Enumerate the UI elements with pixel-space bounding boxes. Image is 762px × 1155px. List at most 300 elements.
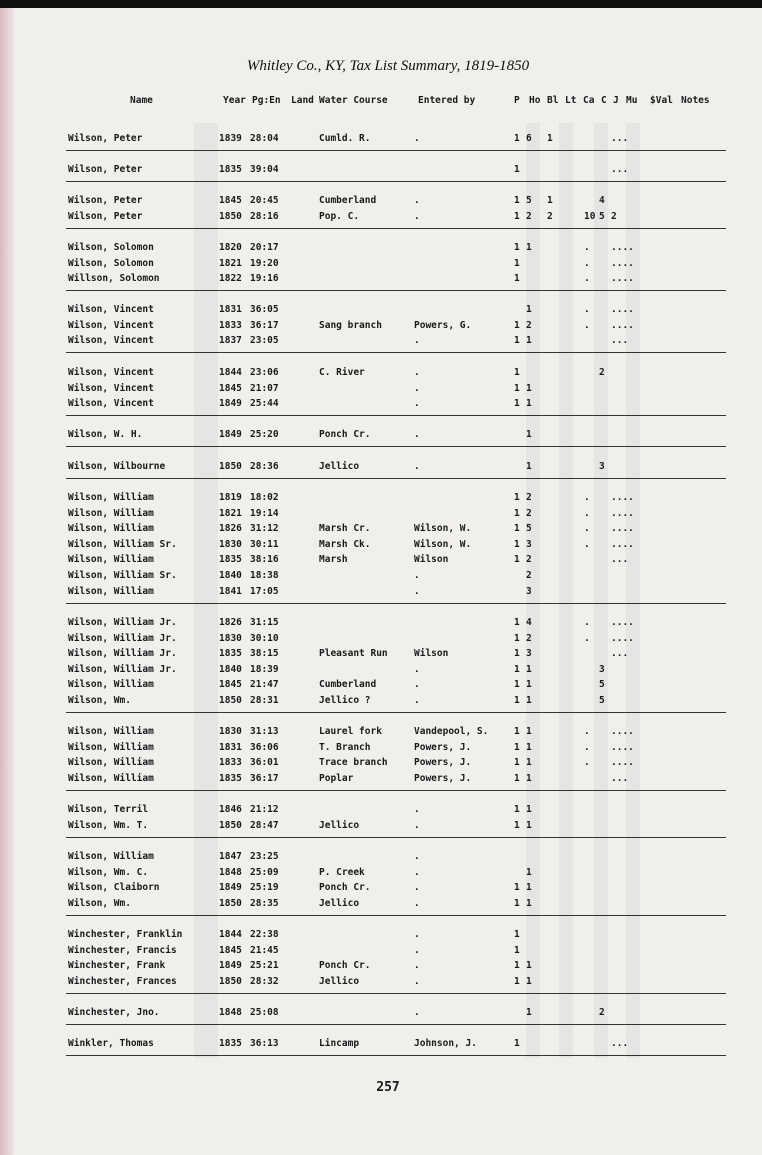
cell-water: Pop. C. [319,210,360,222]
cell-p: 1 [514,757,520,769]
cell-pgen: 36:06 [250,741,279,753]
cell-p: 1 [514,335,520,347]
cell-water: Ponch Cr. [319,882,371,894]
header-ho: Ho [529,95,541,106]
cell-entered: . [414,367,420,378]
cell-name: Winchester, Francis [68,944,177,956]
cell-bl: 1 [547,195,553,206]
cell-name: Wilson, William [68,554,154,566]
cell-pgen: 28:36 [250,461,279,472]
cell-entered: . [414,398,420,410]
cell-j: .... [611,538,634,550]
cell-ca: . [584,492,590,503]
cell-year: 1826 [219,617,242,628]
cell-entered: . [414,960,420,972]
cell-year: 1821 [219,257,242,269]
cell-name: Wilson, William [68,851,154,862]
cell-p: 1 [514,632,520,644]
cell-water: Jellico ? [319,695,371,706]
group-separator [66,181,726,182]
cell-name: Wilson, Vincent [68,319,154,331]
cell-name: Wilson, Vincent [68,335,154,347]
cell-entered: Wilson, W. [414,538,472,550]
cell-year: 1819 [219,492,242,503]
cell-entered: . [414,804,420,815]
cell-name: Wilson, William Sr. [68,570,177,581]
cell-water: Jellico [319,461,360,472]
cell-year: 1835 [219,1038,242,1049]
cell-year: 1833 [219,757,242,769]
cell-water: P. Creek [319,866,365,878]
cell-j: .... [611,257,634,269]
cell-name: Wilson, William Jr. [68,617,177,628]
cell-year: 1821 [219,507,242,519]
cell-water: Pleasant Run [319,648,388,660]
group-separator [66,993,726,994]
cell-name: Willson, Solomon [68,273,160,285]
cell-pgen: 25:09 [250,866,279,878]
cell-pgen: 25:44 [250,398,279,410]
cell-p: 1 [514,195,520,206]
cell-p: 1 [514,538,520,550]
header-value: $Val [650,95,673,106]
cell-year: 1849 [219,398,242,410]
cell-name: Wilson, William Jr. [68,663,177,675]
cell-name: Wilson, William Jr. [68,632,177,644]
cell-j: ... [611,335,629,347]
cell-j: ... [611,772,629,784]
cell-year: 1846 [219,804,242,815]
cell-j: ... [611,648,629,660]
cell-entered: Johnson, J. [414,1038,477,1049]
cell-j: .... [611,492,634,503]
cell-p: 1 [514,210,520,222]
group-separator [66,837,726,838]
cell-ho: 2 [526,319,532,331]
cell-bl: 2 [547,210,553,222]
cell-name: Wilson, Vincent [68,382,154,394]
cell-ho: 1 [526,897,532,909]
cell-pgen: 25:08 [250,1007,279,1018]
cell-name: Wilson, Peter [68,164,143,175]
header-p: P [514,95,520,106]
cell-j: .... [611,726,634,737]
cell-p: 1 [514,663,520,675]
group-separator [66,352,726,353]
cell-p: 1 [514,382,520,394]
cell-name: Wilson, William [68,741,154,753]
cell-ca: . [584,538,590,550]
top-edge-strip [0,0,762,8]
group-separator [66,915,726,916]
cell-entered: Powers, J. [414,741,472,753]
cell-entered: . [414,585,420,597]
cell-pgen: 28:16 [250,210,279,222]
cell-p: 1 [514,819,520,831]
cell-bl: 1 [547,133,553,144]
cell-entered: . [414,695,420,706]
cell-pgen: 21:12 [250,804,279,815]
cell-entered: Vandepool, S. [414,726,489,737]
cell-j: .... [611,319,634,331]
cell-ca: . [584,632,590,644]
cell-pgen: 28:04 [250,133,279,144]
cell-j: ... [611,1038,629,1049]
cell-ho: 1 [526,382,532,394]
cell-entered: Wilson [414,554,449,566]
cell-ho: 6 [526,133,532,144]
cell-ho: 1 [526,804,532,815]
cell-entered: . [414,663,420,675]
cell-name: Wilson, Claiborn [68,882,160,894]
cell-entered: Wilson [414,648,449,660]
cell-year: 1850 [219,897,242,909]
cell-water: Marsh Cr. [319,523,371,535]
cell-pgen: 28:47 [250,819,279,831]
cell-ho: 1 [526,335,532,347]
cell-ho: 1 [526,304,532,315]
cell-name: Wilson, Vincent [68,367,154,378]
cell-pgen: 25:20 [250,429,279,440]
cell-pgen: 30:10 [250,632,279,644]
cell-ho: 1 [526,242,532,253]
cell-year: 1848 [219,1007,242,1018]
cell-year: 1841 [219,585,242,597]
cell-name: Wilson, William [68,679,154,691]
cell-pgen: 28:35 [250,897,279,909]
cell-name: Winchester, Jno. [68,1007,160,1018]
cell-entered: . [414,570,420,581]
cell-water: Cumberland [319,195,377,206]
cell-year: 1850 [219,461,242,472]
cell-ho: 2 [526,632,532,644]
cell-pgen: 28:31 [250,695,279,706]
cell-p: 1 [514,944,520,956]
cell-ca: . [584,273,590,285]
cell-pgen: 36:17 [250,772,279,784]
cell-year: 1820 [219,242,242,253]
cell-p: 1 [514,273,520,285]
cell-c: 4 [599,195,605,206]
cell-c: 5 [599,210,605,222]
cell-pgen: 36:05 [250,304,279,315]
cell-ho: 1 [526,960,532,972]
cell-water: Ponch Cr. [319,429,371,440]
header-entered-by: Entered by [418,95,476,106]
cell-pgen: 20:45 [250,195,279,206]
cell-p: 1 [514,726,520,737]
cell-name: Wilson, William [68,507,154,519]
cell-c: 2 [599,367,605,378]
cell-entered: . [414,944,420,956]
cell-p: 1 [514,257,520,269]
cell-water: Poplar [319,772,354,784]
cell-name: Wilson, William [68,523,154,535]
header-water-course: Water Course [319,95,388,106]
group-separator [66,228,726,229]
cell-ho: 1 [526,695,532,706]
cell-name: Wilson, Solomon [68,257,154,269]
cell-p: 1 [514,882,520,894]
cell-year: 1845 [219,944,242,956]
cell-year: 1847 [219,851,242,862]
cell-pgen: 38:15 [250,648,279,660]
cell-p: 1 [514,648,520,660]
cell-ho: 2 [526,507,532,519]
group-separator [66,1055,726,1056]
cell-year: 1849 [219,429,242,440]
cell-entered: Wilson, W. [414,523,472,535]
cell-name: Winchester, Frances [68,975,177,987]
cell-p: 1 [514,695,520,706]
cell-water: T. Branch [319,741,371,753]
cell-year: 1849 [219,882,242,894]
header-lt: Lt [565,95,577,106]
cell-year: 1833 [219,319,242,331]
cell-ho: 2 [526,492,532,503]
cell-year: 1850 [219,695,242,706]
cell-pgen: 18:38 [250,570,279,581]
cell-j: .... [611,632,634,644]
cell-pgen: 38:16 [250,554,279,566]
cell-name: Wilson, Vincent [68,398,154,410]
cell-name: Wilson, Terril [68,804,149,815]
cell-ho: 1 [526,975,532,987]
header-land: Land [291,95,314,106]
cell-ho: 5 [526,523,532,535]
cell-entered: . [414,851,420,862]
cell-pgen: 19:16 [250,273,279,285]
cell-entered: . [414,1007,420,1018]
cell-pgen: 19:20 [250,257,279,269]
cell-ho: 2 [526,210,532,222]
cell-pgen: 18:39 [250,663,279,675]
cell-ho: 1 [526,679,532,691]
cell-ho: 2 [526,554,532,566]
cell-j: .... [611,741,634,753]
cell-pgen: 23:05 [250,335,279,347]
cell-p: 1 [514,679,520,691]
cell-name: Wilson, Peter [68,133,143,144]
cell-ca: 10 [584,210,596,222]
header-name: Name [130,95,153,106]
cell-entered: Powers, J. [414,772,472,784]
cell-p: 1 [514,133,520,144]
cell-ho: 1 [526,1007,532,1018]
cell-water: Trace branch [319,757,388,769]
cell-year: 1831 [219,741,242,753]
cell-j: .... [611,757,634,769]
cell-year: 1845 [219,382,242,394]
cell-year: 1844 [219,929,242,940]
cell-entered: Powers, J. [414,757,472,769]
cell-year: 1845 [219,195,242,206]
cell-entered: . [414,897,420,909]
cell-name: Wilson, W. H. [68,429,143,440]
cell-year: 1848 [219,866,242,878]
cell-year: 1845 [219,679,242,691]
cell-ca: . [584,757,590,769]
cell-p: 1 [514,975,520,987]
cell-ho: 1 [526,461,532,472]
group-separator [66,446,726,447]
cell-year: 1839 [219,133,242,144]
group-separator [66,1024,726,1025]
cell-p: 1 [514,367,520,378]
cell-pgen: 30:11 [250,538,279,550]
cell-entered: . [414,382,420,394]
cell-j: 2 [611,210,617,222]
cell-ho: 1 [526,772,532,784]
cell-pgen: 21:45 [250,944,279,956]
cell-ca: . [584,523,590,535]
cell-name: Wilson, William Jr. [68,648,177,660]
cell-year: 1835 [219,164,242,175]
cell-entered: Powers, G. [414,319,472,331]
cell-p: 1 [514,772,520,784]
cell-pgen: 25:19 [250,882,279,894]
cell-ho: 4 [526,617,532,628]
header-notes: Notes [681,95,710,106]
cell-ca: . [584,507,590,519]
cell-pgen: 31:15 [250,617,279,628]
cell-year: 1830 [219,538,242,550]
cell-ho: 3 [526,648,532,660]
cell-c: 5 [599,679,605,691]
cell-entered: . [414,819,420,831]
cell-water: Ponch Cr. [319,960,371,972]
cell-ca: . [584,304,590,315]
cell-ho: 1 [526,866,532,878]
cell-year: 1840 [219,570,242,581]
cell-pgen: 23:25 [250,851,279,862]
cell-p: 1 [514,897,520,909]
page-binding-edge [0,8,14,1155]
header-year: Year [223,95,246,106]
cell-name: Wilson, Vincent [68,304,154,315]
cell-ho: 1 [526,663,532,675]
cell-p: 1 [514,960,520,972]
cell-p: 1 [514,319,520,331]
group-separator [66,150,726,151]
cell-ho: 1 [526,398,532,410]
cell-water: Sang branch [319,319,382,331]
cell-name: Wilson, William Sr. [68,538,177,550]
group-separator [66,478,726,479]
cell-p: 1 [514,1038,520,1049]
group-separator [66,712,726,713]
cell-water: Laurel fork [319,726,382,737]
cell-entered: . [414,195,420,206]
page-title: Whitley Co., KY, Tax List Summary, 1819-1850 [246,58,530,74]
cell-pgen: 39:04 [250,164,279,175]
cell-pgen: 28:32 [250,975,279,987]
cell-year: 1850 [219,819,242,831]
cell-p: 1 [514,741,520,753]
cell-entered: . [414,335,420,347]
cell-pgen: 22:38 [250,929,279,940]
cell-j: ... [611,133,629,144]
cell-year: 1831 [219,304,242,315]
cell-year: 1835 [219,648,242,660]
cell-name: Wilson, William [68,585,154,597]
cell-name: Wilson, Wilbourne [68,461,166,472]
cell-entered: . [414,866,420,878]
cell-ca: . [584,741,590,753]
cell-ho: 5 [526,195,532,206]
cell-name: Winchester, Frank [68,960,166,972]
cell-year: 1835 [219,554,242,566]
cell-water: Cumberland [319,679,377,691]
cell-pgen: 25:21 [250,960,279,972]
cell-entered: . [414,679,420,691]
cell-pgen: 20:17 [250,242,279,253]
cell-name: Wilson, Solomon [68,242,154,253]
cell-year: 1850 [219,975,242,987]
cell-pgen: 23:06 [250,367,279,378]
cell-p: 1 [514,804,520,815]
cell-entered: . [414,133,420,144]
cell-j: ... [611,164,629,175]
cell-name: Wilson, William [68,726,154,737]
cell-year: 1826 [219,523,242,535]
cell-ho: 1 [526,741,532,753]
header-bl: Bl [547,95,559,106]
cell-ho: 3 [526,538,532,550]
cell-pgen: 21:47 [250,679,279,691]
cell-pgen: 31:12 [250,523,279,535]
cell-year: 1849 [219,960,242,972]
cell-p: 1 [514,507,520,519]
cell-pgen: 18:02 [250,492,279,503]
cell-entered: . [414,429,420,440]
cell-j: .... [611,523,634,535]
cell-pgen: 17:05 [250,585,279,597]
cell-year: 1844 [219,367,242,378]
cell-pgen: 19:14 [250,507,279,519]
cell-ho: 1 [526,757,532,769]
cell-year: 1835 [219,772,242,784]
cell-entered: . [414,210,420,222]
cell-name: Wilson, Wm. [68,897,131,909]
group-separator [66,603,726,604]
cell-name: Wilson, Peter [68,195,143,206]
cell-water: Cumld. R. [319,133,371,144]
cell-name: Wilson, Wm. T. [68,819,149,831]
cell-year: 1830 [219,726,242,737]
cell-pgen: 36:13 [250,1038,279,1049]
cell-ho: 1 [526,819,532,831]
cell-water: Jellico [319,819,360,831]
cell-j: .... [611,304,634,315]
cell-ho: 1 [526,429,532,440]
cell-ho: 1 [526,882,532,894]
group-separator [66,415,726,416]
header-j: J [613,95,619,106]
cell-p: 1 [514,164,520,175]
cell-p: 1 [514,523,520,535]
cell-water: C. River [319,367,365,378]
cell-ho: 3 [526,585,532,597]
cell-entered: . [414,461,420,472]
header-ca: Ca [583,95,595,106]
header-page-entry: Pg:En [252,95,281,106]
cell-water: Lincamp [319,1038,360,1049]
cell-c: 3 [599,663,605,675]
cell-p: 1 [514,398,520,410]
cell-p: 1 [514,492,520,503]
cell-j: ... [611,554,629,566]
